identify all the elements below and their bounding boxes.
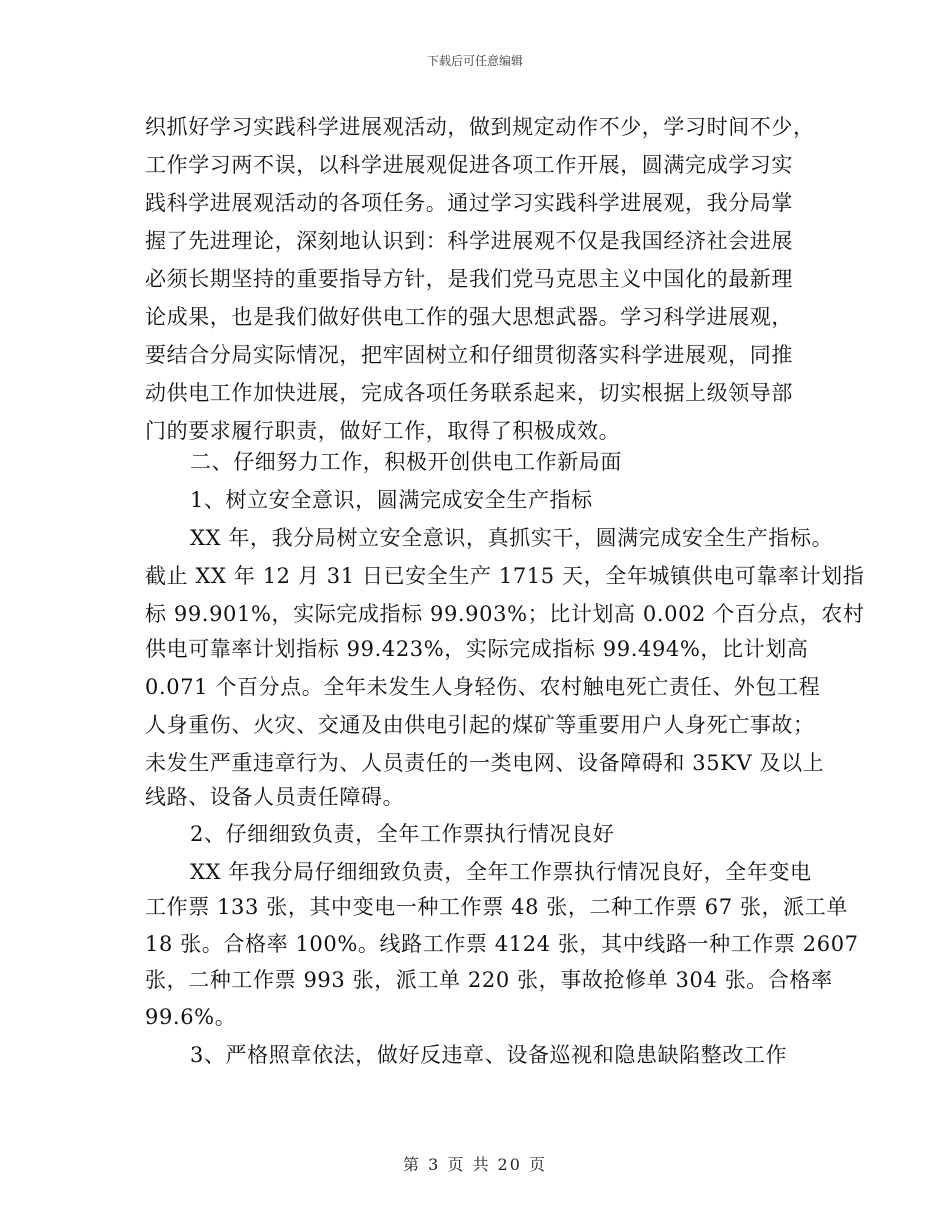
page-footer: 第 3 页 共 20 页	[403, 1155, 547, 1174]
body-line: 握了先进理论，深刻地认识到：科学进展观不仅是我国经济社会进展	[145, 229, 793, 253]
body-line: 要结合分局实际情况，把牢固树立和仔细贯彻落实科学进展观，同推	[145, 343, 793, 367]
page-header: 下载后可任意编辑	[426, 54, 523, 68]
subsection-heading: 1、树立安全意识，圆满完成安全生产指标	[190, 488, 593, 512]
body-line: 门的要求履行职责，做好工作，取得了积极成效。	[145, 419, 621, 443]
body-line: 线路、设备人员责任障碍。	[145, 785, 405, 809]
body-line: 织抓好学习实践科学进展观活动，做到规定动作不少，学习时间不少，	[145, 115, 815, 139]
subsection-heading: 3、严格照章依法，做好反违章、设备巡视和隐患缺陷整改工作	[190, 1043, 788, 1067]
body-line: 0.071 个百分点。全年未发生人身轻伤、农村触电死亡责任、外包工程	[145, 675, 821, 699]
body-line: 标 99.901%，实际完成指标 99.903%；比计划高 0.002 个百分点，农村	[145, 602, 865, 626]
body-line: 必须长期坚持的重要指导方针，是我们党马克思主义中国化的最新理	[145, 267, 793, 291]
body-line: 工作票 133 张，其中变电一种工作票 48 张，二种工作票 67 张，派工单	[145, 895, 848, 919]
body-line: 践科学进展观活动的各项任务。通过学习实践科学进展观，我分局掌	[145, 191, 793, 215]
body-line: 未发生严重违章行为、人员责任的一类电网、设备障碍和 35KV 及以上	[145, 751, 825, 775]
body-line: 供电可靠率计划指标 99.423%，实际完成指标 99.494%，比计划高	[145, 637, 809, 661]
body-line: 人身重伤、火灾、交通及由供电引起的煤矿等重要用户人身死亡事故；	[145, 713, 815, 737]
paragraph-start: XX 年我分局仔细细致负责，全年工作票执行情况良好，全年变电	[190, 860, 812, 884]
body-line: 动供电工作加快进展，完成各项任务联系起来，切实根据上级领导部	[145, 381, 793, 405]
body-line: 工作学习两不误，以科学进展观促进各项工作开展，圆满完成学习实	[145, 153, 793, 177]
body-line: 截止 XX 年 12 月 31 日已安全生产 1715 天，全年城镇供电可靠率计划指	[145, 564, 865, 588]
body-line: 18 张。合格率 100%。线路工作票 4124 张，其中线路一种工作票 2607	[145, 932, 859, 956]
body-line: 张，二种工作票 993 张，派工单 220 张，事故抢修单 304 张。合格率	[145, 968, 833, 992]
subsection-heading: 2、仔细细致负责，全年工作票执行情况良好	[190, 822, 615, 846]
body-line: 99.6%。	[145, 1005, 237, 1029]
body-line: 论成果，也是我们做好供电工作的强大思想武器。学习科学进展观，	[145, 305, 793, 329]
section-heading: 二、仔细努力工作，积极开创供电工作新局面	[190, 450, 622, 474]
paragraph-start: XX 年，我分局树立安全意识，真抓实干，圆满完成安全生产指标。	[190, 526, 834, 550]
